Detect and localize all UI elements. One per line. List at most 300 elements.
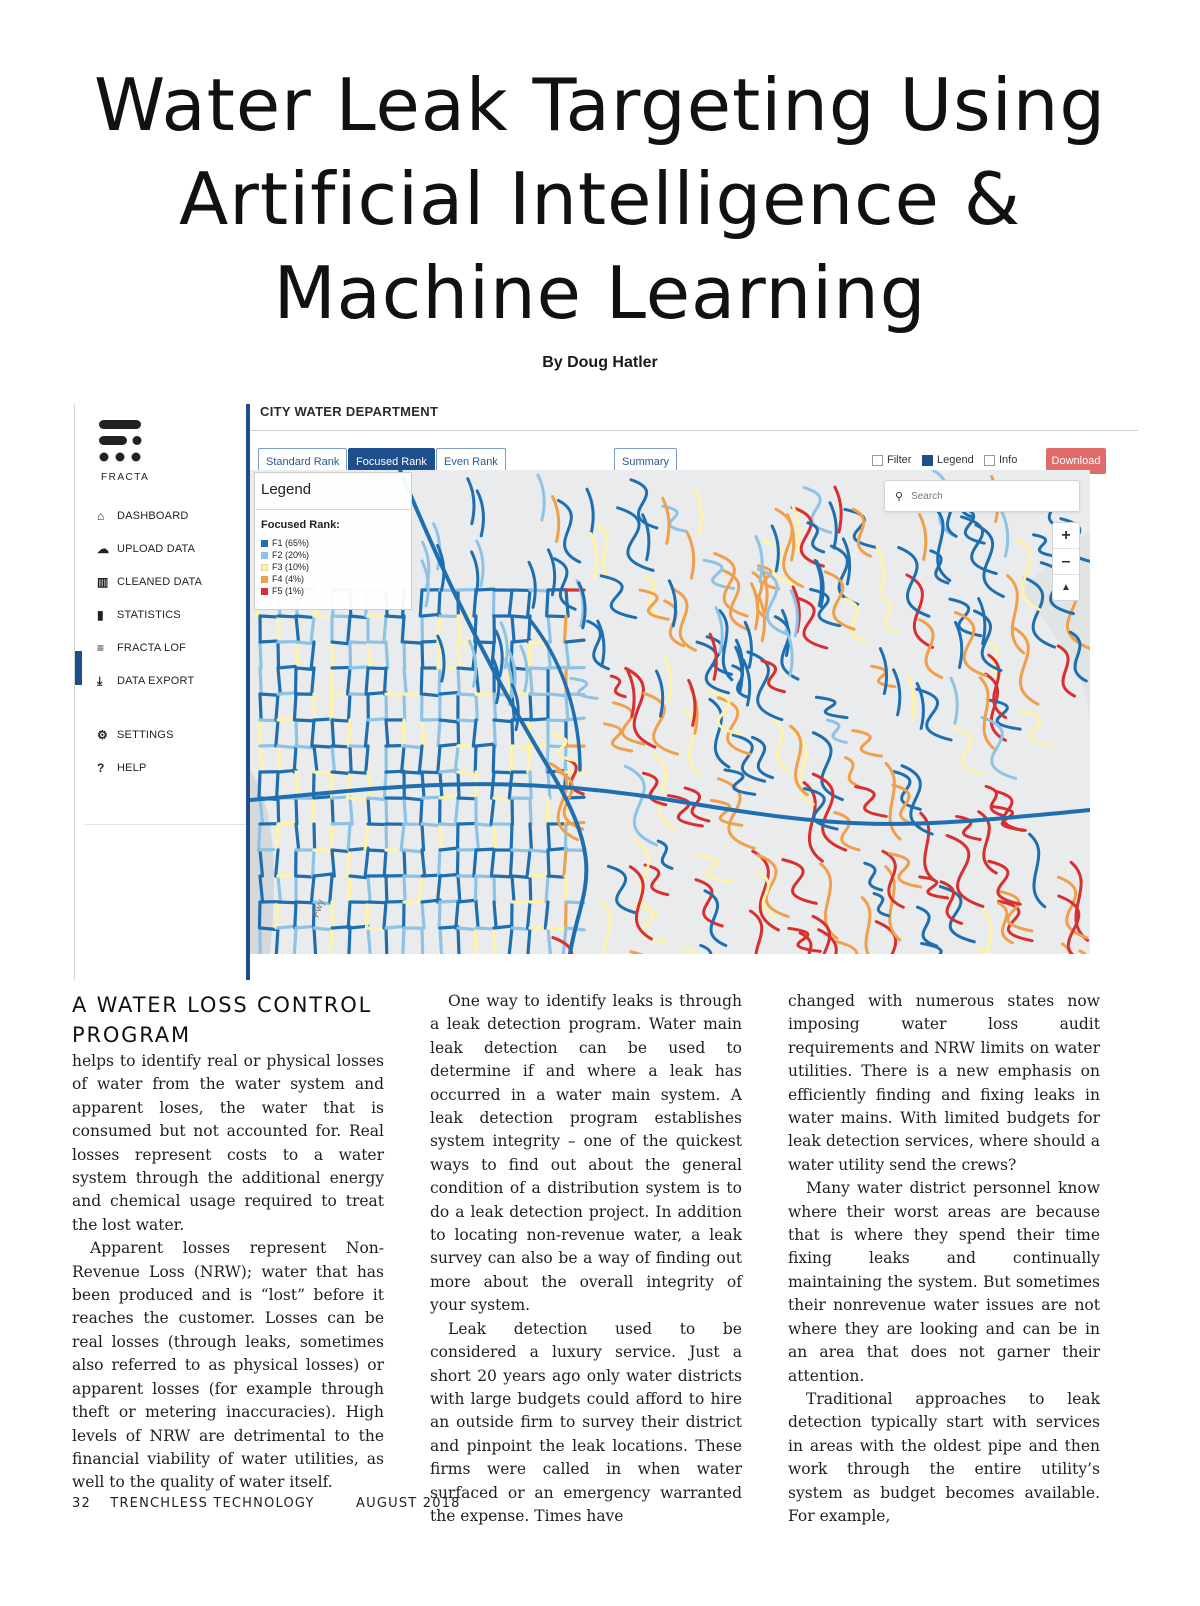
nav-label: HELP	[117, 762, 147, 774]
pipe-segment	[475, 746, 476, 772]
pipe-segment	[313, 850, 314, 876]
pipe-segment	[697, 855, 732, 881]
pipe-segment	[330, 824, 332, 850]
legend-item-label: F3 (10%)	[272, 562, 310, 572]
pipe-segment	[908, 676, 914, 721]
pipe-segment	[564, 850, 566, 876]
app-sidebar	[74, 404, 249, 980]
pipe-segment	[368, 719, 386, 720]
pipe-segment	[296, 616, 314, 618]
pipe-segment	[538, 475, 544, 520]
pipe-segment	[512, 850, 530, 851]
issue-date: AUGUST 2018	[356, 1496, 461, 1511]
pipe-segment	[386, 720, 388, 746]
pipe-segment	[893, 785, 920, 826]
pipe-segment	[816, 697, 847, 717]
pipe-segment	[350, 667, 368, 668]
paragraph: Many water district personnel know where their worst areas are because that is where they spend their time fixing leaks and continually maintaining the system. But sometimes their nonrevenue water issues are not where they are looking and can be in an area that does not garner their attention.	[788, 1179, 1100, 1385]
legend-divider	[255, 509, 411, 510]
pipe-segment	[260, 641, 278, 642]
pipe-segment	[438, 720, 440, 746]
search-placeholder: Search	[911, 490, 943, 502]
pipe-segment	[422, 850, 425, 876]
pipe-segment	[404, 642, 405, 668]
pipe-segment	[917, 907, 936, 946]
pipe-segment	[757, 855, 788, 917]
pipe-segment	[439, 590, 440, 616]
pipe-segment	[314, 616, 332, 617]
pipe-segment	[865, 863, 882, 890]
pipe-segment	[456, 902, 458, 928]
pipe-segment	[402, 616, 404, 642]
pipe-segment	[419, 746, 422, 772]
paragraph: Traditional approaches to leak detection typically start with services in areas with the oldest pipe and then work through the entire utility’s system as budget becomes available. For example,	[788, 1389, 1100, 1525]
pipe-segment	[599, 526, 612, 580]
pipe-segment	[276, 902, 278, 928]
pipe-segment	[368, 928, 370, 954]
download-button[interactable]: Download	[1046, 448, 1106, 474]
pipe-segment	[419, 876, 422, 902]
pipe-segment	[530, 875, 548, 876]
pipe-segment	[611, 676, 625, 697]
pipe-segment	[440, 874, 458, 876]
pipe-segment	[512, 720, 513, 746]
pipe-segment	[384, 850, 386, 876]
nav-item-dashboard[interactable]	[97, 506, 188, 526]
pipe-segment	[750, 911, 769, 954]
pipe-segment	[386, 824, 387, 850]
pipe-segment	[312, 798, 314, 824]
nav-active-indicator	[75, 651, 82, 685]
legend-label: Legend	[937, 454, 974, 466]
pipe-segment	[548, 824, 549, 850]
article-column-1	[72, 990, 384, 1495]
pipe-segment	[474, 850, 476, 876]
pipe-segment	[548, 848, 566, 850]
title-line: Artificial Intelligence &	[179, 157, 1021, 241]
pipe-segment	[368, 824, 386, 825]
pipe-segment	[1034, 535, 1054, 556]
pipe-segment	[548, 928, 566, 930]
pipe-segment	[312, 668, 314, 694]
pipe-segment	[548, 928, 550, 954]
pipe-segment	[494, 720, 512, 722]
pipe-segment	[277, 772, 278, 798]
pipe-segment	[830, 503, 836, 548]
pipe-segment	[475, 876, 476, 902]
pipe-segment	[530, 668, 532, 694]
pipe-segment	[476, 589, 494, 590]
pipe-segment	[494, 720, 495, 746]
pipe-segment	[440, 901, 458, 902]
swatch	[261, 576, 268, 583]
pipe-segment	[331, 694, 332, 720]
pipe-segment	[295, 902, 296, 928]
pipe-segment	[332, 772, 350, 773]
nav-label: UPLOAD DATA	[117, 543, 196, 555]
pipe-segment	[476, 694, 477, 720]
pipe-segment	[314, 746, 332, 747]
pipe-segment	[954, 729, 982, 775]
pipe-segment	[458, 900, 476, 902]
pipe-segment	[634, 840, 659, 916]
pipe-segment	[546, 876, 548, 902]
even-rank-button[interactable]: Even Rank	[436, 448, 506, 474]
pipe-segment	[278, 902, 296, 903]
pipe-segment	[978, 948, 1005, 954]
pipe-segment	[276, 928, 278, 954]
pipe-segment	[566, 640, 584, 642]
pipe-segment	[494, 902, 496, 928]
pipe-segment	[1013, 628, 1038, 704]
zoom-out-button[interactable]: –	[1053, 548, 1079, 574]
pipe-segment	[476, 902, 478, 928]
pipe-segment	[296, 926, 314, 928]
pipe-segment	[332, 902, 333, 928]
pipe-segment	[458, 694, 476, 695]
paragraph: Leak detection used to be considered a luxury service. Just a short 20 years ago only water districts with large budgets could afford to hire an outside firm to survey their district and pinpoint the leak locations. These firms were called in when water surfaced or an emergency warranted the expense. Times have	[430, 1319, 742, 1525]
pipe-segment	[276, 824, 278, 850]
pipe-segment	[439, 668, 440, 694]
pipe-segment	[404, 746, 422, 748]
pipe-segment	[455, 798, 458, 824]
pipe-segment	[813, 733, 842, 800]
pipe-segment	[368, 798, 370, 824]
pipe-segment	[278, 693, 296, 694]
pipe-segment	[296, 824, 299, 850]
nav-label: STATISTICS	[117, 609, 181, 621]
nav-item-fracta-lof[interactable]	[97, 638, 186, 658]
pipe-segment	[874, 894, 889, 916]
pipe-segment	[404, 876, 405, 902]
pipe-segment	[458, 668, 459, 694]
pipe-segment	[332, 616, 350, 617]
page-number: 32	[72, 1496, 91, 1511]
pipe-segment	[312, 720, 314, 746]
department-title: CITY WATER DEPARTMENT	[260, 404, 439, 419]
map-search-input[interactable]	[884, 480, 1080, 512]
pipe-segment	[348, 850, 350, 876]
pipe-segment	[1001, 511, 1007, 556]
pipe-segment	[440, 692, 458, 694]
pipe-segment	[348, 616, 350, 642]
map-legend-panel	[254, 472, 412, 610]
pipe-segment	[1030, 834, 1045, 907]
pipe-segment	[350, 746, 351, 772]
pipe-segment	[296, 616, 299, 642]
pipe-segment	[527, 850, 530, 876]
pipe-segment	[314, 874, 332, 876]
pipe-segment	[845, 599, 865, 641]
pipe-segment	[558, 500, 579, 562]
compass-icon[interactable]: ▲	[1053, 574, 1079, 600]
legend-item-label: F1 (65%)	[272, 538, 310, 548]
pipe-segment	[350, 642, 351, 668]
pipe-segment	[458, 720, 476, 721]
title-line: Machine Learning	[273, 251, 927, 335]
pipe-segment	[458, 928, 459, 954]
map-zoom-controls	[1052, 522, 1080, 601]
paragraph: helps to identify real or physical losses of water from the water system and apparent loses, the water that is consumed but not accounted for. Real losses represent costs to a water system through the additional energy and chemical usage required to treat the lost water.	[72, 1052, 384, 1234]
pipe-segment	[458, 720, 459, 746]
pipe-segment	[491, 798, 494, 824]
pipe-segment	[365, 824, 368, 850]
pipe-segment	[493, 590, 494, 616]
pipe-segment	[294, 694, 296, 720]
filter-label: Filter	[887, 454, 912, 466]
pipe-segment	[530, 694, 531, 720]
pipe-segment	[976, 525, 1003, 596]
pipe-segment	[350, 642, 368, 643]
legend-item-label: F5 (1%)	[272, 586, 305, 596]
app-main-panel	[246, 404, 1138, 980]
nav-label: FRACTA LOF	[117, 642, 187, 654]
pipe-segment	[846, 758, 858, 786]
pipe-segment	[477, 491, 483, 536]
pipe-segment	[547, 590, 548, 616]
pipe-segment	[458, 876, 460, 902]
nav-label: DASHBOARD	[117, 510, 189, 522]
pipe-segment	[420, 590, 422, 616]
pipe-segment	[468, 479, 474, 524]
pipe-segment	[404, 850, 422, 852]
swatch	[261, 588, 268, 595]
pipe-segment	[386, 876, 387, 902]
pipe-segment	[278, 616, 279, 642]
pipe-segment	[386, 928, 387, 954]
legend-toggle[interactable]	[922, 454, 974, 466]
pipe-segment	[509, 590, 512, 616]
home-icon: ⌂	[97, 509, 105, 523]
pipe-segment	[260, 694, 278, 695]
pipe-segment	[886, 763, 900, 839]
pipe-segment	[528, 928, 530, 954]
legend-item-f3	[261, 561, 309, 573]
article-title	[0, 58, 1200, 340]
pipe-segment	[880, 598, 898, 633]
pipe-segment	[439, 850, 440, 876]
pipe-segment	[494, 824, 496, 850]
pipe-segment	[404, 798, 422, 800]
pipe-segment	[332, 850, 334, 876]
road-label: Fwy	[310, 898, 328, 920]
pipe-segment	[530, 719, 548, 720]
pipe-segment	[1080, 951, 1090, 954]
pipe-segment	[827, 720, 846, 742]
pipe-segment	[440, 720, 458, 722]
pipe-segment	[350, 798, 368, 800]
nav-item-data-export[interactable]	[97, 671, 194, 691]
legend-heading: Focused Rank:	[261, 519, 340, 531]
pipe-segment	[368, 772, 370, 798]
pipe-segment	[565, 824, 566, 850]
pipe-segment	[494, 876, 495, 902]
pipe-segment	[599, 901, 618, 954]
pipe-segment	[384, 772, 386, 798]
pipe-segment	[348, 824, 350, 850]
pipe-segment	[278, 746, 296, 748]
pipe-segment	[404, 850, 405, 876]
pipe-segment	[332, 746, 334, 772]
pipe-segment	[548, 720, 566, 721]
title-line: Water Leak Targeting Using	[93, 63, 1107, 147]
pipe-segment	[330, 876, 332, 902]
zoom-in-button[interactable]: +	[1061, 527, 1071, 544]
pipe-segment	[349, 694, 350, 720]
pipe-segment	[350, 798, 352, 824]
pipe-segment	[631, 952, 660, 954]
header-divider	[250, 430, 1138, 431]
pipe-segment	[422, 642, 423, 668]
fracta-logo-icon: ≡	[97, 641, 105, 655]
info-toggle[interactable]	[984, 454, 1017, 466]
pipe-segment	[404, 876, 422, 877]
info-label: Info	[999, 454, 1018, 466]
pipe-segment	[494, 926, 512, 928]
page-footer	[72, 1496, 475, 1511]
pipe-segment	[951, 678, 957, 723]
pipe-segment	[565, 616, 566, 642]
legend-item-f1	[261, 537, 309, 549]
pipe-segment	[458, 772, 476, 774]
nav-label: SETTINGS	[117, 729, 174, 741]
summary-button[interactable]: Summary	[614, 448, 677, 474]
pipe-segment	[557, 771, 583, 829]
pipe-segment	[278, 666, 296, 668]
pipe-segment	[530, 590, 548, 591]
pipe-segment	[530, 850, 548, 852]
pipe-segment	[587, 489, 593, 534]
pipe-segment	[566, 667, 584, 668]
pipe-segment	[366, 746, 368, 772]
pipe-segment	[365, 720, 368, 746]
pipe-segment	[933, 506, 950, 580]
pipe-segment	[853, 730, 882, 756]
pipe-segment	[276, 694, 278, 720]
pipe-segment	[348, 668, 350, 694]
standard-rank-button[interactable]: Standard Rank	[258, 448, 347, 474]
pipe-segment	[530, 798, 531, 824]
checkbox-icon	[872, 455, 883, 466]
pipe-segment	[365, 850, 368, 876]
pipe-segment	[348, 772, 350, 798]
pipe-segment	[278, 823, 296, 824]
pipe-segment	[296, 642, 298, 668]
filter-toggle[interactable]	[872, 454, 911, 466]
pipe-segment	[332, 798, 333, 824]
pipe-segment	[894, 670, 900, 715]
pipe-segment	[314, 719, 332, 720]
pipe-segment	[630, 867, 651, 939]
pipe-segment	[783, 860, 816, 904]
pipe-segment	[512, 902, 530, 903]
pipe-segment	[384, 616, 386, 642]
publication-name: TRENCHLESS TECHNOLOGY	[110, 1496, 315, 1511]
nav-label: CLEANED DATA	[117, 576, 203, 588]
pipe-segment	[422, 928, 423, 954]
swatch	[261, 564, 268, 571]
pipe-segment	[384, 668, 386, 694]
nav-label: DATA EXPORT	[117, 675, 195, 687]
pipe-segment	[332, 720, 334, 746]
pipe-segment	[473, 720, 476, 746]
pipe-segment	[422, 720, 424, 746]
nav-item-cleaned-data[interactable]	[97, 572, 202, 592]
pipe-segment	[1021, 711, 1052, 745]
nav-item-statistics[interactable]	[97, 605, 181, 625]
pipe-segment	[278, 874, 296, 876]
legend-title: Legend	[261, 481, 312, 498]
pipe-segment	[366, 668, 368, 694]
pipe-segment	[920, 620, 942, 678]
pipe-segment	[386, 926, 404, 928]
pipe-segment	[476, 928, 494, 929]
pipe-segment	[457, 850, 458, 876]
pipe-segment	[510, 850, 512, 876]
pipe-segment	[608, 866, 636, 913]
focused-rank-button[interactable]: Focused Rank	[348, 448, 435, 474]
pipe-segment	[314, 694, 315, 720]
nav-item-help[interactable]	[97, 758, 147, 778]
pipe-segment	[962, 517, 997, 574]
app-screenshot-figure	[74, 404, 1134, 980]
nav-item-settings[interactable]	[97, 725, 174, 745]
pipe-segment	[695, 489, 701, 534]
pipe-segment	[332, 823, 350, 824]
pipe-segment	[422, 902, 424, 928]
help-icon: ?	[97, 761, 105, 775]
pipe-segment	[835, 813, 859, 850]
pipe-segment	[384, 902, 386, 928]
pipe-segment	[349, 928, 350, 954]
pipe-segment	[528, 746, 530, 772]
pipe-segment	[548, 550, 554, 595]
pipe-segment	[509, 928, 512, 954]
swatch	[261, 540, 268, 547]
pipe-segment	[940, 887, 974, 942]
pipe-segment	[422, 824, 440, 826]
pipe-segment	[368, 876, 370, 902]
section-heading	[72, 990, 384, 1050]
bar-chart-icon: ▮	[97, 608, 104, 622]
pipe-segment	[554, 559, 575, 609]
pipe-segment	[278, 798, 279, 824]
pipe-segment	[348, 902, 350, 928]
pipe-segment	[476, 849, 494, 850]
legend-item-f2	[261, 549, 309, 561]
pipe-segment	[260, 642, 261, 668]
pipe-segment	[368, 850, 386, 851]
pipe-segment	[528, 902, 530, 928]
pipe-segment	[421, 798, 422, 824]
pipe-segment	[422, 694, 440, 696]
pipe-segment	[403, 928, 404, 954]
pipe-segment	[530, 694, 548, 695]
gear-icon: ⚙	[97, 728, 108, 742]
pipe-segment	[718, 698, 750, 755]
pipe-segment	[511, 824, 512, 850]
pipe-segment	[440, 848, 458, 850]
pipe-segment	[311, 876, 314, 902]
pipe-segment	[348, 720, 350, 746]
legend-item-f5	[261, 585, 309, 597]
nav-item-upload-data[interactable]	[97, 539, 195, 559]
pipe-segment	[566, 642, 569, 668]
pipe-segment	[856, 787, 887, 817]
pipe-segment	[314, 928, 316, 954]
pipe-segment	[772, 526, 778, 571]
pipe-segment	[773, 720, 788, 770]
